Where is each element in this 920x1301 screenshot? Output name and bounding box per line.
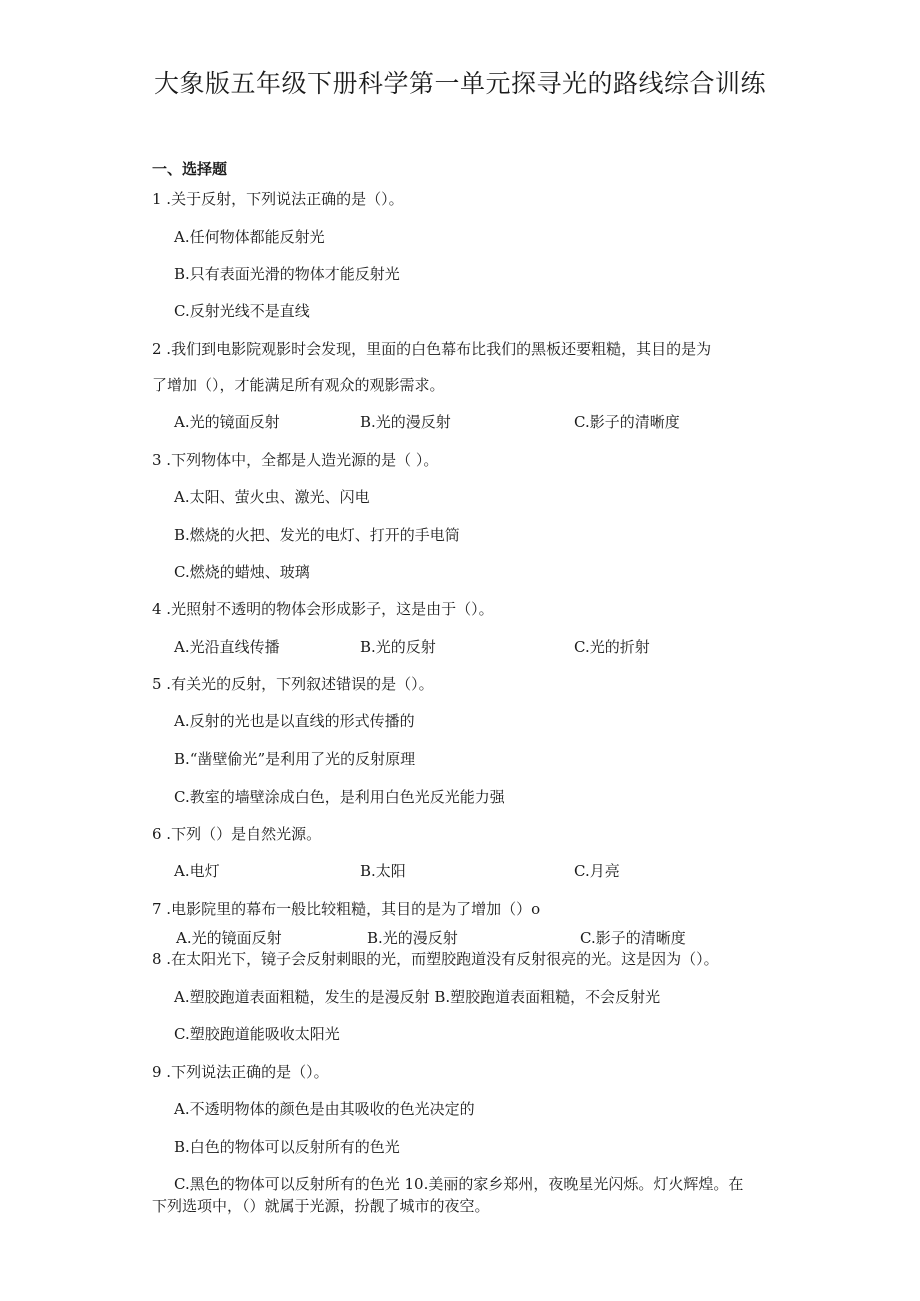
- question-7-option-c: C.影子的清晰度: [580, 929, 686, 947]
- question-9-option-c: C.黑色的物体可以反射所有的色光 10.美丽的家乡郑州，夜晚星光闪烁。灯火辉煌。在: [174, 1175, 744, 1193]
- question-8-stem: 8 .在太阳光下，镜子会反射刺眼的光，而塑胶跑道没有反射很亮的光。这是因为（）。: [152, 950, 719, 968]
- question-7-option-a: A.光的镜面反射: [176, 929, 282, 947]
- question-9-stem: 9 .下列说法正确的是（）。: [152, 1063, 329, 1081]
- question-3-stem: 3 .下列物体中，全都是人造光源的是（ ）。: [152, 451, 439, 469]
- question-1-option-c: C.反射光线不是直线: [174, 302, 310, 320]
- question-4-option-c: C.光的折射: [574, 638, 650, 656]
- question-9-option-b: B.白色的物体可以反射所有的色光: [174, 1138, 400, 1156]
- question-6-option-a: A.电灯: [174, 862, 220, 880]
- question-3-option-a: A.太阳、萤火虫、激光、闪电: [174, 488, 370, 506]
- question-2-stem: 2 .我们到电影院观影时会发现，里面的白色幕布比我们的黑板还要粗糙，其目的是为: [152, 340, 712, 358]
- question-9-option-a: A.不透明物体的颜色是由其吸收的色光决定的: [174, 1100, 475, 1118]
- question-2-stem-continued: 了增加（），才能满足所有观众的观影需求。: [152, 376, 445, 394]
- question-3-option-b: B.燃烧的火把、发光的电灯、打开的手电筒: [174, 526, 460, 544]
- question-5-option-a: A.反射的光也是以直线的形式传播的: [174, 712, 415, 730]
- question-4-option-b: B.光的反射: [360, 638, 436, 656]
- question-8-options-ab: A.塑胶跑道表面粗糙，发生的是漫反射 B.塑胶跑道表面粗糙，不会反射光: [174, 988, 661, 1006]
- question-7-option-b: B.光的漫反射: [367, 929, 458, 947]
- question-6-stem: 6 .下列（）是自然光源。: [152, 825, 322, 843]
- question-10-stem-continued: 下列选项中，（）就属于光源，扮靓了城市的夜空。: [152, 1197, 490, 1215]
- section-heading: 一、选择题: [152, 160, 228, 178]
- question-3-option-c: C.燃烧的蜡烛、玻璃: [174, 563, 310, 581]
- question-8-option-c: C.塑胶跑道能吸收太阳光: [174, 1025, 340, 1043]
- question-7-stem: 7 .电影院里的幕布一般比较粗糙，其目的是为了增加（）o: [152, 900, 541, 918]
- question-6-option-c: C.月亮: [574, 862, 620, 880]
- question-4-option-a: A.光沿直线传播: [174, 638, 280, 656]
- question-6-option-b: B.太阳: [360, 862, 406, 880]
- question-2-option-b: B.光的漫反射: [360, 413, 451, 431]
- question-1-option-b: B.只有表面光滑的物体才能反射光: [174, 265, 400, 283]
- question-4-stem: 4 .光照射不透明的物体会形成影子，这是由于（）。: [152, 600, 494, 618]
- page-title: 大象版五年级下册科学第一单元探寻光的路线综合训练: [153, 69, 766, 98]
- question-2-option-c: C.影子的清晰度: [574, 413, 680, 431]
- question-1-option-a: A.任何物体都能反射光: [174, 228, 325, 246]
- question-1-stem: 1 .关于反射，下列说法正确的是（）。: [152, 190, 404, 208]
- question-5-stem: 5 .有关光的反射，下列叙述错误的是（）。: [152, 675, 434, 693]
- question-5-option-b: B.“凿壁偷光”是利用了光的反射原理: [174, 750, 416, 768]
- question-2-option-a: A.光的镜面反射: [174, 413, 280, 431]
- question-5-option-c: C.教室的墙壁涂成白色，是利用白色光反光能力强: [174, 788, 505, 806]
